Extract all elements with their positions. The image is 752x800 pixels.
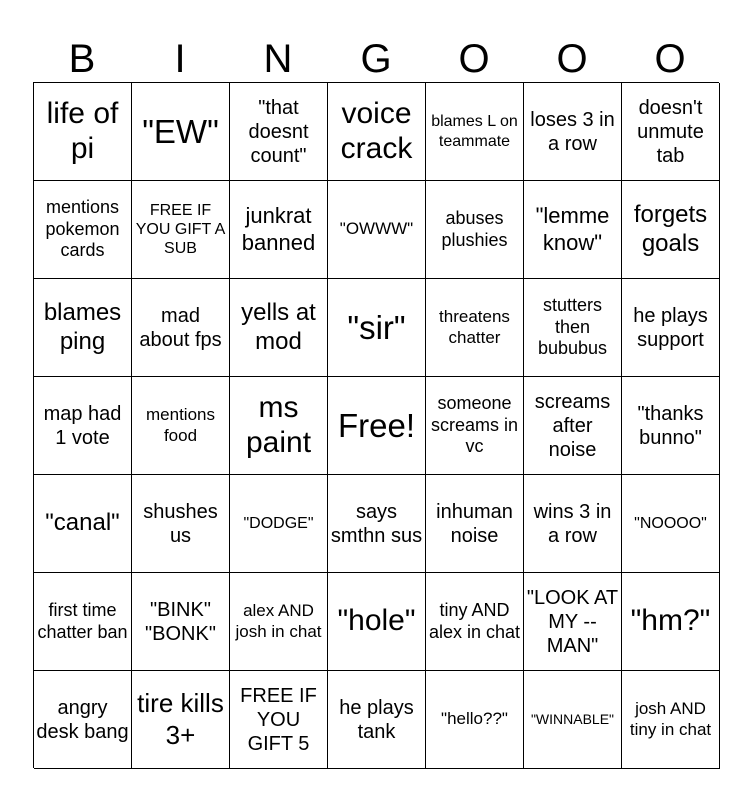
bingo-cell[interactable]: "thanks bunno" [622,377,720,475]
bingo-cell[interactable]: ms paint [230,377,328,475]
bingo-cell[interactable]: voice crack [328,83,426,181]
bingo-cell[interactable]: forgets goals [622,181,720,279]
bingo-cell[interactable]: mentions pokemon cards [34,181,132,279]
bingo-cell[interactable]: "sir" [328,279,426,377]
bingo-cell[interactable]: yells at mod [230,279,328,377]
bingo-cell[interactable]: wins 3 in a row [524,475,622,573]
bingo-grid [33,82,719,768]
bingo-cell[interactable]: mad about fps [132,279,230,377]
bingo-cell[interactable]: "OWWW" [328,181,426,279]
header-letter-o-3: O [654,37,686,81]
bingo-cell[interactable]: "that doesnt count" [230,83,328,181]
bingo-cell[interactable]: tire kills 3+ [132,671,230,769]
header-letter-o-2: O [556,37,588,81]
header-letter-n: N [263,37,293,81]
header-letter-o-1: O [458,37,490,81]
bingo-cell[interactable]: tiny AND alex in chat [426,573,524,671]
bingo-cell[interactable]: shushes us [132,475,230,573]
bingo-cell[interactable]: alex AND josh in chat [230,573,328,671]
bingo-cell[interactable]: FREE IF YOU GIFT 5 [230,671,328,769]
bingo-cell[interactable]: "EW" [132,83,230,181]
bingo-cell[interactable]: abuses plushies [426,181,524,279]
bingo-cell[interactable]: inhuman noise [426,475,524,573]
bingo-cell[interactable]: "WINNABLE" [524,671,622,769]
bingo-cell[interactable]: "BINK" "BONK" [132,573,230,671]
bingo-cell[interactable]: first time chatter ban [34,573,132,671]
bingo-cell[interactable]: "hello??" [426,671,524,769]
bingo-cell[interactable]: "lemme know" [524,181,622,279]
bingo-cell[interactable]: doesn't unmute tab [622,83,720,181]
bingo-cell[interactable]: screams after noise [524,377,622,475]
bingo-cell[interactable]: threatens chatter [426,279,524,377]
bingo-cell[interactable]: josh AND tiny in chat [622,671,720,769]
bingo-header [33,36,719,82]
bingo-cell[interactable]: loses 3 in a row [524,83,622,181]
bingo-cell[interactable]: FREE IF YOU GIFT A SUB [132,181,230,279]
bingo-cell[interactable]: junkrat banned [230,181,328,279]
bingo-cell[interactable]: "canal" [34,475,132,573]
bingo-cell[interactable]: "hm?" [622,573,720,671]
header-letter-g: G [360,37,392,81]
bingo-cell[interactable]: mentions food [132,377,230,475]
bingo-cell[interactable]: life of pi [34,83,132,181]
bingo-cell[interactable]: someone screams in vc [426,377,524,475]
bingo-cell[interactable]: "hole" [328,573,426,671]
bingo-cell[interactable]: map had 1 vote [34,377,132,475]
bingo-cell[interactable]: "DODGE" [230,475,328,573]
header-letter-i: I [174,37,186,81]
bingo-cell[interactable]: blames L on teammate [426,83,524,181]
bingo-cell[interactable]: says smthn sus [328,475,426,573]
bingo-cell[interactable]: Free! [328,377,426,475]
bingo-cell[interactable]: angry desk bang [34,671,132,769]
bingo-cell[interactable]: "LOOK AT MY -- MAN" [524,573,622,671]
bingo-cell[interactable]: stutters then bububus [524,279,622,377]
bingo-cell[interactable]: "NOOOO" [622,475,720,573]
bingo-cell[interactable]: blames ping [34,279,132,377]
header-letter-b: B [68,37,96,81]
bingo-cell[interactable]: he plays support [622,279,720,377]
bingo-cell[interactable]: he plays tank [328,671,426,769]
